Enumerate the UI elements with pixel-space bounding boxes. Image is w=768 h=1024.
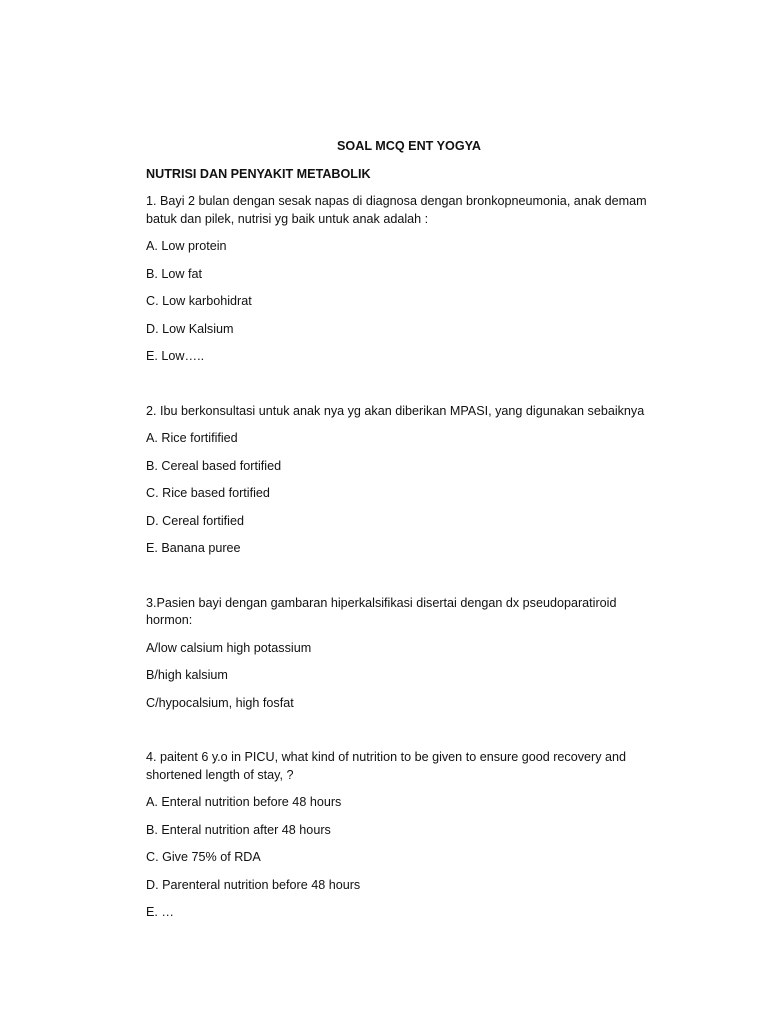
question-4 <box>146 749 666 922</box>
answer-option: B. Cereal based fortified <box>146 458 282 473</box>
answer-option: B. Enteral nutrition after 48 hours <box>146 822 331 837</box>
answer-option: B/high kalsium <box>146 668 228 682</box>
answer-option: E. Banana puree <box>146 541 241 555</box>
section-heading: NUTRISI DAN PENYAKIT METABOLIK <box>146 166 371 181</box>
answer-option: D. Parenteral nutrition before 48 hours <box>146 877 361 892</box>
question-text: 1. Bayi 2 bulan dengan sesak napas di diagnosa dengan bronkopneumonia, anak demam batuk dan pilek, nutrisi yg baik untuk anak adalah : <box>146 194 647 226</box>
answer-option: E. … <box>146 905 174 919</box>
question-text: 3.Pasien bayi dengan gambaran hiperkalsifikasi disertai dengan dx pseudoparatiroid hormon: <box>146 595 617 627</box>
document-title: SOAL MCQ ENT YOGYA <box>337 139 481 153</box>
spacer <box>146 376 666 403</box>
spacer <box>146 568 666 595</box>
question-text: 4. paitent 6 y.o in PICU, what kind of nutrition to be given to ensure good recovery and shortened length of stay, ? <box>146 750 627 782</box>
question-3 <box>146 595 666 713</box>
answer-option: C. Give 75% of RDA <box>146 850 261 864</box>
answer-option: A. Enteral nutrition before 48 hours <box>146 795 342 809</box>
answer-option: C. Rice based fortified <box>146 486 270 500</box>
question-2 <box>146 403 666 558</box>
spacer <box>146 722 666 749</box>
answer-option: A/low calsium high potassium <box>146 640 312 655</box>
document-content <box>146 138 666 932</box>
question-1 <box>146 193 666 366</box>
answer-option: A. Low protein <box>146 239 227 253</box>
answer-option: B. Low fat <box>146 266 203 281</box>
answer-option: E. Low….. <box>146 349 205 363</box>
answer-option: D. Cereal fortified <box>146 513 244 528</box>
answer-option: C. Low karbohidrat <box>146 294 252 308</box>
answer-option: C/hypocalsium, high fosfat <box>146 695 294 710</box>
answer-option: A. Rice fortifified <box>146 431 238 445</box>
answer-option: D. Low Kalsium <box>146 321 234 336</box>
question-text: 2. Ibu berkonsultasi untuk anak nya yg akan diberikan MPASI, yang digunakan sebaiknya <box>146 403 645 418</box>
